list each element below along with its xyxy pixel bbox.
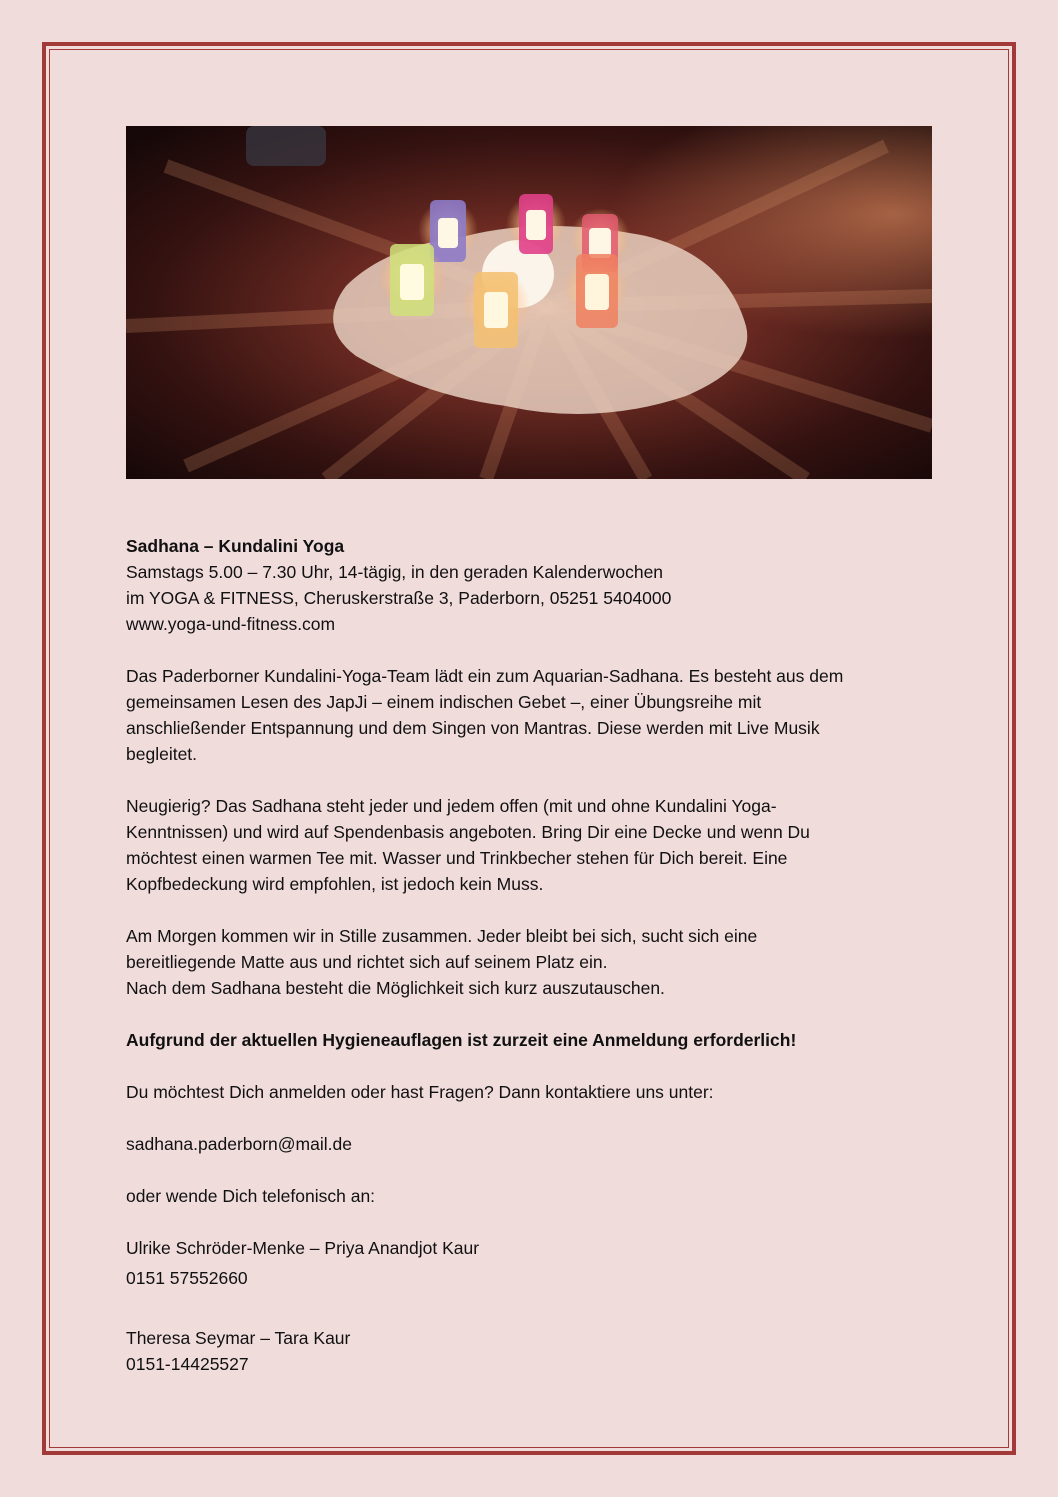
contact-1-name: Ulrike Schröder-Menke – Priya Anandjot Kaur bbox=[126, 1238, 480, 1258]
contact-email[interactable]: sadhana.paderborn@mail.de bbox=[126, 1134, 352, 1154]
morning-line-3: Nach dem Sadhana besteht die Möglichkeit sich kurz auszutauschen. bbox=[126, 978, 665, 998]
contact-2-name: Theresa Seymar – Tara Kaur bbox=[126, 1328, 351, 1348]
event-title: Sadhana – Kundalini Yoga bbox=[126, 536, 345, 556]
intro-line-2: gemeinsamen Lesen des JapJi – einem indischen Gebet –, einer Übungsreihe mit bbox=[126, 692, 762, 712]
phone-intro: oder wende Dich telefonisch an: bbox=[126, 1186, 376, 1206]
intro-line-3: anschließender Entspannung und dem Singen von Mantras. Diese werden mit Live Musik bbox=[126, 718, 820, 738]
intro-line-1: Das Paderborner Kundalini-Yoga-Team lädt ein zum Aquarian-Sadhana. Es besteht aus dem bbox=[126, 666, 844, 686]
contact-intro: Du möchtest Dich anmelden oder hast Fragen? Dann kontaktiere uns unter: bbox=[126, 1082, 714, 1102]
flyer-text bbox=[126, 533, 926, 1377]
intro-line-4: begleitet. bbox=[126, 744, 198, 764]
info-line-2: Kenntnissen) und wird auf Spendenbasis angeboten. Bring Dir eine Decke und wenn Du bbox=[126, 822, 810, 842]
contact-2-phone[interactable]: 0151-14425527 bbox=[126, 1354, 249, 1374]
event-location: im YOGA & FITNESS, Cheruskerstraße 3, Paderborn, 05251 5404000 bbox=[126, 588, 672, 608]
morning-line-2: bereitliegende Matte aus und richtet sich auf seinem Platz ein. bbox=[126, 952, 608, 972]
morning-line-1: Am Morgen kommen wir in Stille zusammen. Jeder bleibt bei sich, sucht sich eine bbox=[126, 926, 758, 946]
candle-photo bbox=[126, 126, 932, 479]
info-line-1: Neugierig? Das Sadhana steht jeder und jedem offen (mit und ohne Kundalini Yoga- bbox=[126, 796, 777, 816]
event-schedule: Samstags 5.00 – 7.30 Uhr, 14-tägig, in den geraden Kalenderwochen bbox=[126, 562, 664, 582]
info-line-3: möchtest einen warmen Tee mit. Wasser und Trinkbecher stehen für Dich bereit. Eine bbox=[126, 848, 788, 868]
contact-1-phone[interactable]: 0151 57552660 bbox=[126, 1268, 248, 1288]
event-website[interactable]: www.yoga-und-fitness.com bbox=[126, 614, 336, 634]
registration-notice: Aufgrund der aktuellen Hygieneauflagen ist zurzeit eine Anmeldung erforderlich! bbox=[126, 1030, 797, 1050]
info-line-4: Kopfbedeckung wird empfohlen, ist jedoch kein Muss. bbox=[126, 874, 544, 894]
